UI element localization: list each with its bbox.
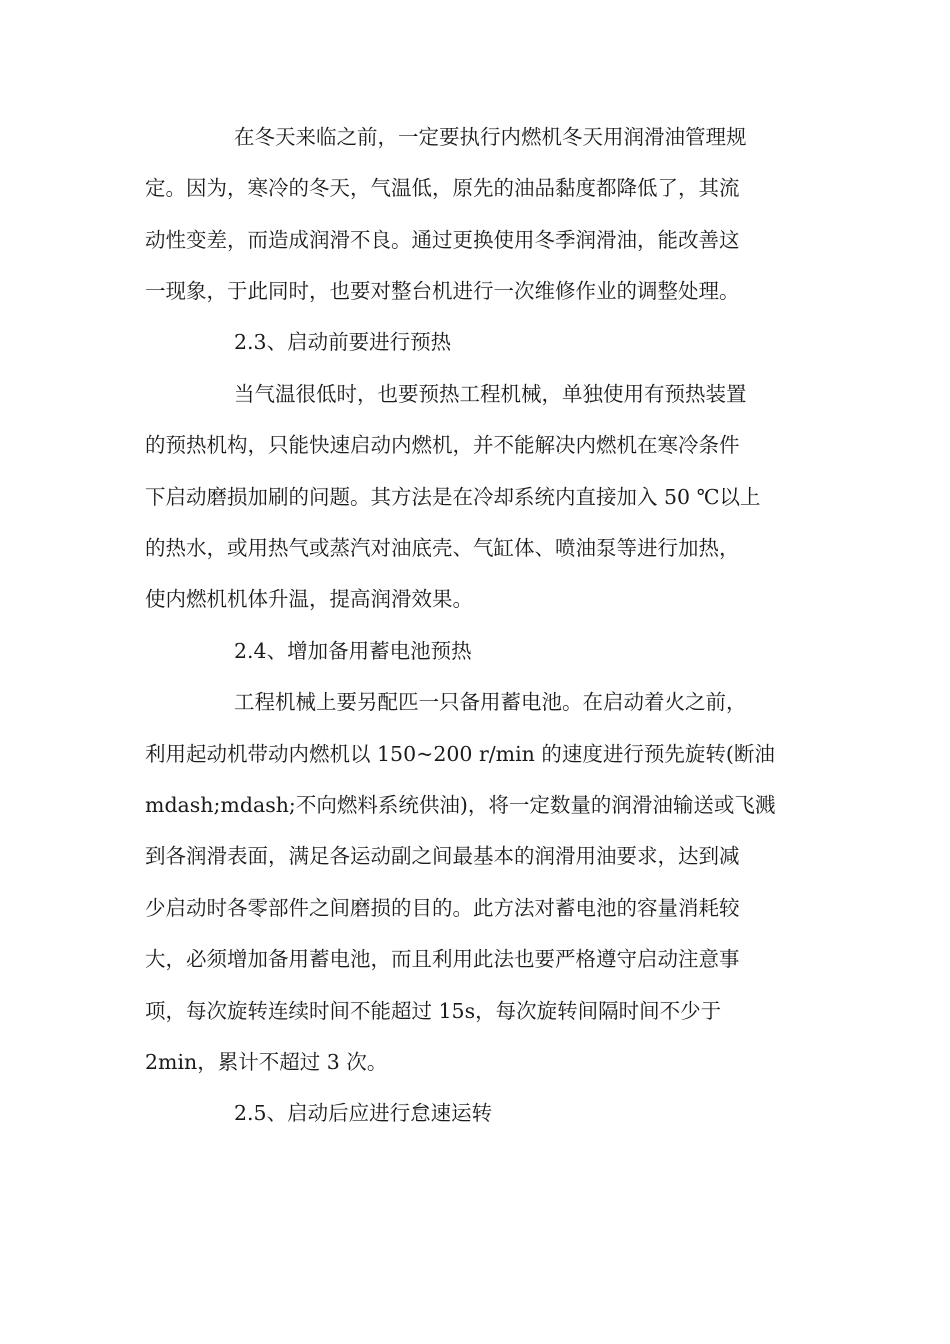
paragraph-line: 的预热机构，只能快速启动内燃机，并不能解决内燃机在寒冷条件 <box>145 433 740 457</box>
section-heading: 2.4、增加备用蓄电池预热 <box>234 639 472 663</box>
paragraph-line: 在冬天来临之前，一定要执行内燃机冬天用润滑油管理规 <box>234 125 747 149</box>
paragraph-line: 定。因为，寒冷的冬天，气温低，原先的油品黏度都降低了，其流 <box>145 176 740 200</box>
paragraph-line: 到各润滑表面，满足各运动副之间最基本的润滑用油要求，达到减 <box>145 844 740 868</box>
paragraph-line: 当气温很低时，也要预热工程机械，单独使用有预热装置 <box>234 382 747 406</box>
paragraph-line: 一现象，于此同时，也要对整台机进行一次维修作业的调整处理。 <box>145 279 740 303</box>
section-heading: 2.5、启动后应进行怠速运转 <box>234 1101 493 1125</box>
paragraph-line: 2min，累计不超过 3 次。 <box>145 1050 388 1074</box>
paragraph-line: mdash;mdash;不向燃料系统供油)，将一定数量的润滑油输送或飞溅 <box>145 793 776 817</box>
paragraph-line: 动性变差，而造成润滑不良。通过更换使用冬季润滑油，能改善这 <box>145 228 740 252</box>
paragraph-line: 下启动磨损加刷的问题。其方法是在冷却系统内直接加入 50 ℃以上 <box>145 485 761 509</box>
paragraph-line: 的热水，或用热气或蒸汽对油底壳、气缸体、喷油泵等进行加热， <box>145 536 740 560</box>
paragraph-line: 少启动时各零部件之间磨损的目的。此方法对蓄电池的容量消耗较 <box>145 896 740 920</box>
paragraph-line: 大，必须增加备用蓄电池，而且利用此法也要严格遵守启动注意事 <box>145 947 740 971</box>
paragraph-line: 利用起动机带动内燃机以 150~200 r/min 的速度进行预先旋转(断油 <box>145 742 775 766</box>
paragraph-line: 使内燃机机体升温，提高润滑效果。 <box>145 587 473 611</box>
paragraph-line: 项，每次旋转连续时间不能超过 15s，每次旋转间隔时间不少于 <box>145 999 722 1023</box>
paragraph-line: 工程机械上要另配匹一只备用蓄电池。在启动着火之前， <box>234 690 747 714</box>
section-heading: 2.3、启动前要进行预热 <box>234 330 452 354</box>
